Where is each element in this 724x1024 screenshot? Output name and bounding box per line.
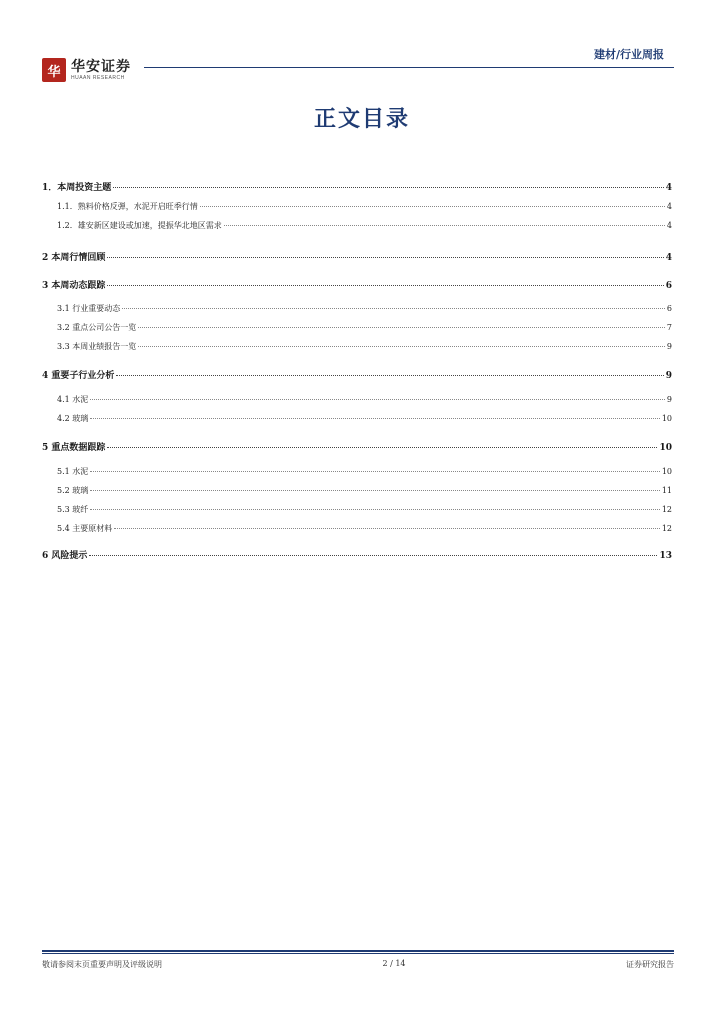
logo-name-en: HUAAN RESEARCH bbox=[71, 74, 125, 81]
toc-leader-dots bbox=[90, 509, 660, 510]
toc-entry-page: 4 bbox=[666, 202, 672, 211]
toc-entry-page: 9 bbox=[665, 371, 672, 381]
toc-subentry[interactable] bbox=[42, 341, 672, 352]
toc-entry-label: 5.1 水泥 bbox=[57, 467, 89, 476]
toc-entry-label: 3 本周动态跟踪 bbox=[42, 281, 106, 291]
toc-entry[interactable] bbox=[42, 368, 672, 381]
header-rule bbox=[144, 67, 674, 68]
toc-subentry[interactable] bbox=[42, 394, 672, 405]
toc-subentry[interactable] bbox=[42, 485, 672, 496]
footer-rule bbox=[42, 950, 674, 952]
toc-entry-label: 6 风险提示 bbox=[42, 551, 88, 561]
toc-entry-label: 3.1 行业重要动态 bbox=[57, 304, 121, 313]
toc-entry-label: 2 本周行情回顾 bbox=[42, 253, 106, 263]
toc-entry-page: 12 bbox=[661, 524, 672, 533]
toc-leader-dots bbox=[114, 528, 660, 529]
toc-entry-label: 3.2 重点公司公告一览 bbox=[57, 323, 137, 332]
toc-leader-dots bbox=[107, 285, 663, 286]
toc-entry-label: 5.3 玻纤 bbox=[57, 505, 89, 514]
toc-entry-label: 4.2 玻璃 bbox=[57, 414, 89, 423]
toc-leader-dots bbox=[113, 187, 663, 188]
toc-entry[interactable] bbox=[42, 250, 672, 263]
header-section-title: 建材/行业周报 bbox=[593, 48, 664, 61]
toc-entry-label: 1.1．熟料价格反弹，水泥开启旺季行情 bbox=[57, 202, 198, 211]
toc-entry[interactable] bbox=[42, 440, 672, 453]
company-logo bbox=[42, 58, 131, 82]
toc-entry-label: 4 重要子行业分析 bbox=[42, 371, 115, 381]
toc-entry-page: 4 bbox=[665, 253, 672, 263]
toc-leader-dots bbox=[116, 375, 663, 376]
toc-entry[interactable] bbox=[42, 180, 672, 193]
toc-entry-label: 1.2．雄安新区建设或加速，提振华北地区需求 bbox=[57, 221, 222, 230]
footer-rule-thin bbox=[42, 953, 674, 954]
footer-disclaimer: 敬请参阅末页重要声明及评级说明 bbox=[42, 960, 162, 969]
toc-entry-page: 9 bbox=[666, 342, 672, 351]
toc-leader-dots bbox=[89, 555, 657, 556]
toc-leader-dots bbox=[138, 346, 665, 347]
toc-entry-label: 5 重点数据跟踪 bbox=[42, 443, 106, 453]
toc-leader-dots bbox=[107, 447, 657, 448]
toc-subentry[interactable] bbox=[42, 220, 672, 231]
toc-leader-dots bbox=[138, 327, 665, 328]
toc-subentry[interactable] bbox=[42, 466, 672, 477]
toc-leader-dots bbox=[90, 418, 660, 419]
toc-entry[interactable] bbox=[42, 548, 672, 561]
toc-entry-label: 5.4 主要原材料 bbox=[57, 524, 113, 533]
logo-name-cn: 华安证券 bbox=[71, 58, 131, 75]
toc-subentry[interactable] bbox=[42, 504, 672, 515]
page-footer bbox=[42, 950, 674, 970]
toc-leader-dots bbox=[90, 399, 665, 400]
page-title: 正文目录 bbox=[313, 106, 410, 132]
toc-subentry[interactable] bbox=[42, 523, 672, 534]
toc-leader-dots bbox=[200, 206, 665, 207]
toc-entry-page: 4 bbox=[666, 221, 672, 230]
toc-leader-dots bbox=[224, 225, 665, 226]
toc-entry-page: 6 bbox=[665, 281, 672, 291]
toc-leader-dots bbox=[122, 308, 665, 309]
toc-entry-label: 4.1 水泥 bbox=[57, 395, 89, 404]
toc-subentry[interactable] bbox=[42, 322, 672, 333]
toc-entry[interactable] bbox=[42, 278, 672, 291]
toc-subentry[interactable] bbox=[42, 201, 672, 212]
toc-subentry[interactable] bbox=[42, 303, 672, 314]
toc-entry-page: 9 bbox=[666, 395, 672, 404]
toc-entry-page: 10 bbox=[659, 443, 672, 453]
toc-leader-dots bbox=[90, 471, 660, 472]
logo-seal-icon: 华 bbox=[42, 58, 66, 82]
toc-entry-page: 12 bbox=[661, 505, 672, 514]
footer-page-number: 2 / 14 bbox=[382, 959, 406, 968]
toc-leader-dots bbox=[90, 490, 660, 491]
toc-entry-label: 3.3 本周业绩报告一览 bbox=[57, 342, 137, 351]
toc-subentry[interactable] bbox=[42, 413, 672, 424]
toc-entry-page: 10 bbox=[661, 414, 672, 423]
toc-entry-page: 10 bbox=[661, 467, 672, 476]
toc-entry-page: 7 bbox=[666, 323, 672, 332]
toc-entry-page: 4 bbox=[665, 183, 672, 193]
footer-report-type: 证券研究报告 bbox=[626, 960, 674, 969]
toc-entry-page: 6 bbox=[666, 304, 672, 313]
toc-entry-label: 5.2 玻璃 bbox=[57, 486, 89, 495]
page-header bbox=[42, 42, 674, 88]
toc-entry-page: 13 bbox=[659, 551, 672, 561]
toc-entry-label: 1．本周投资主题 bbox=[42, 183, 112, 193]
toc-leader-dots bbox=[107, 257, 663, 258]
toc-entry-page: 11 bbox=[661, 486, 672, 495]
